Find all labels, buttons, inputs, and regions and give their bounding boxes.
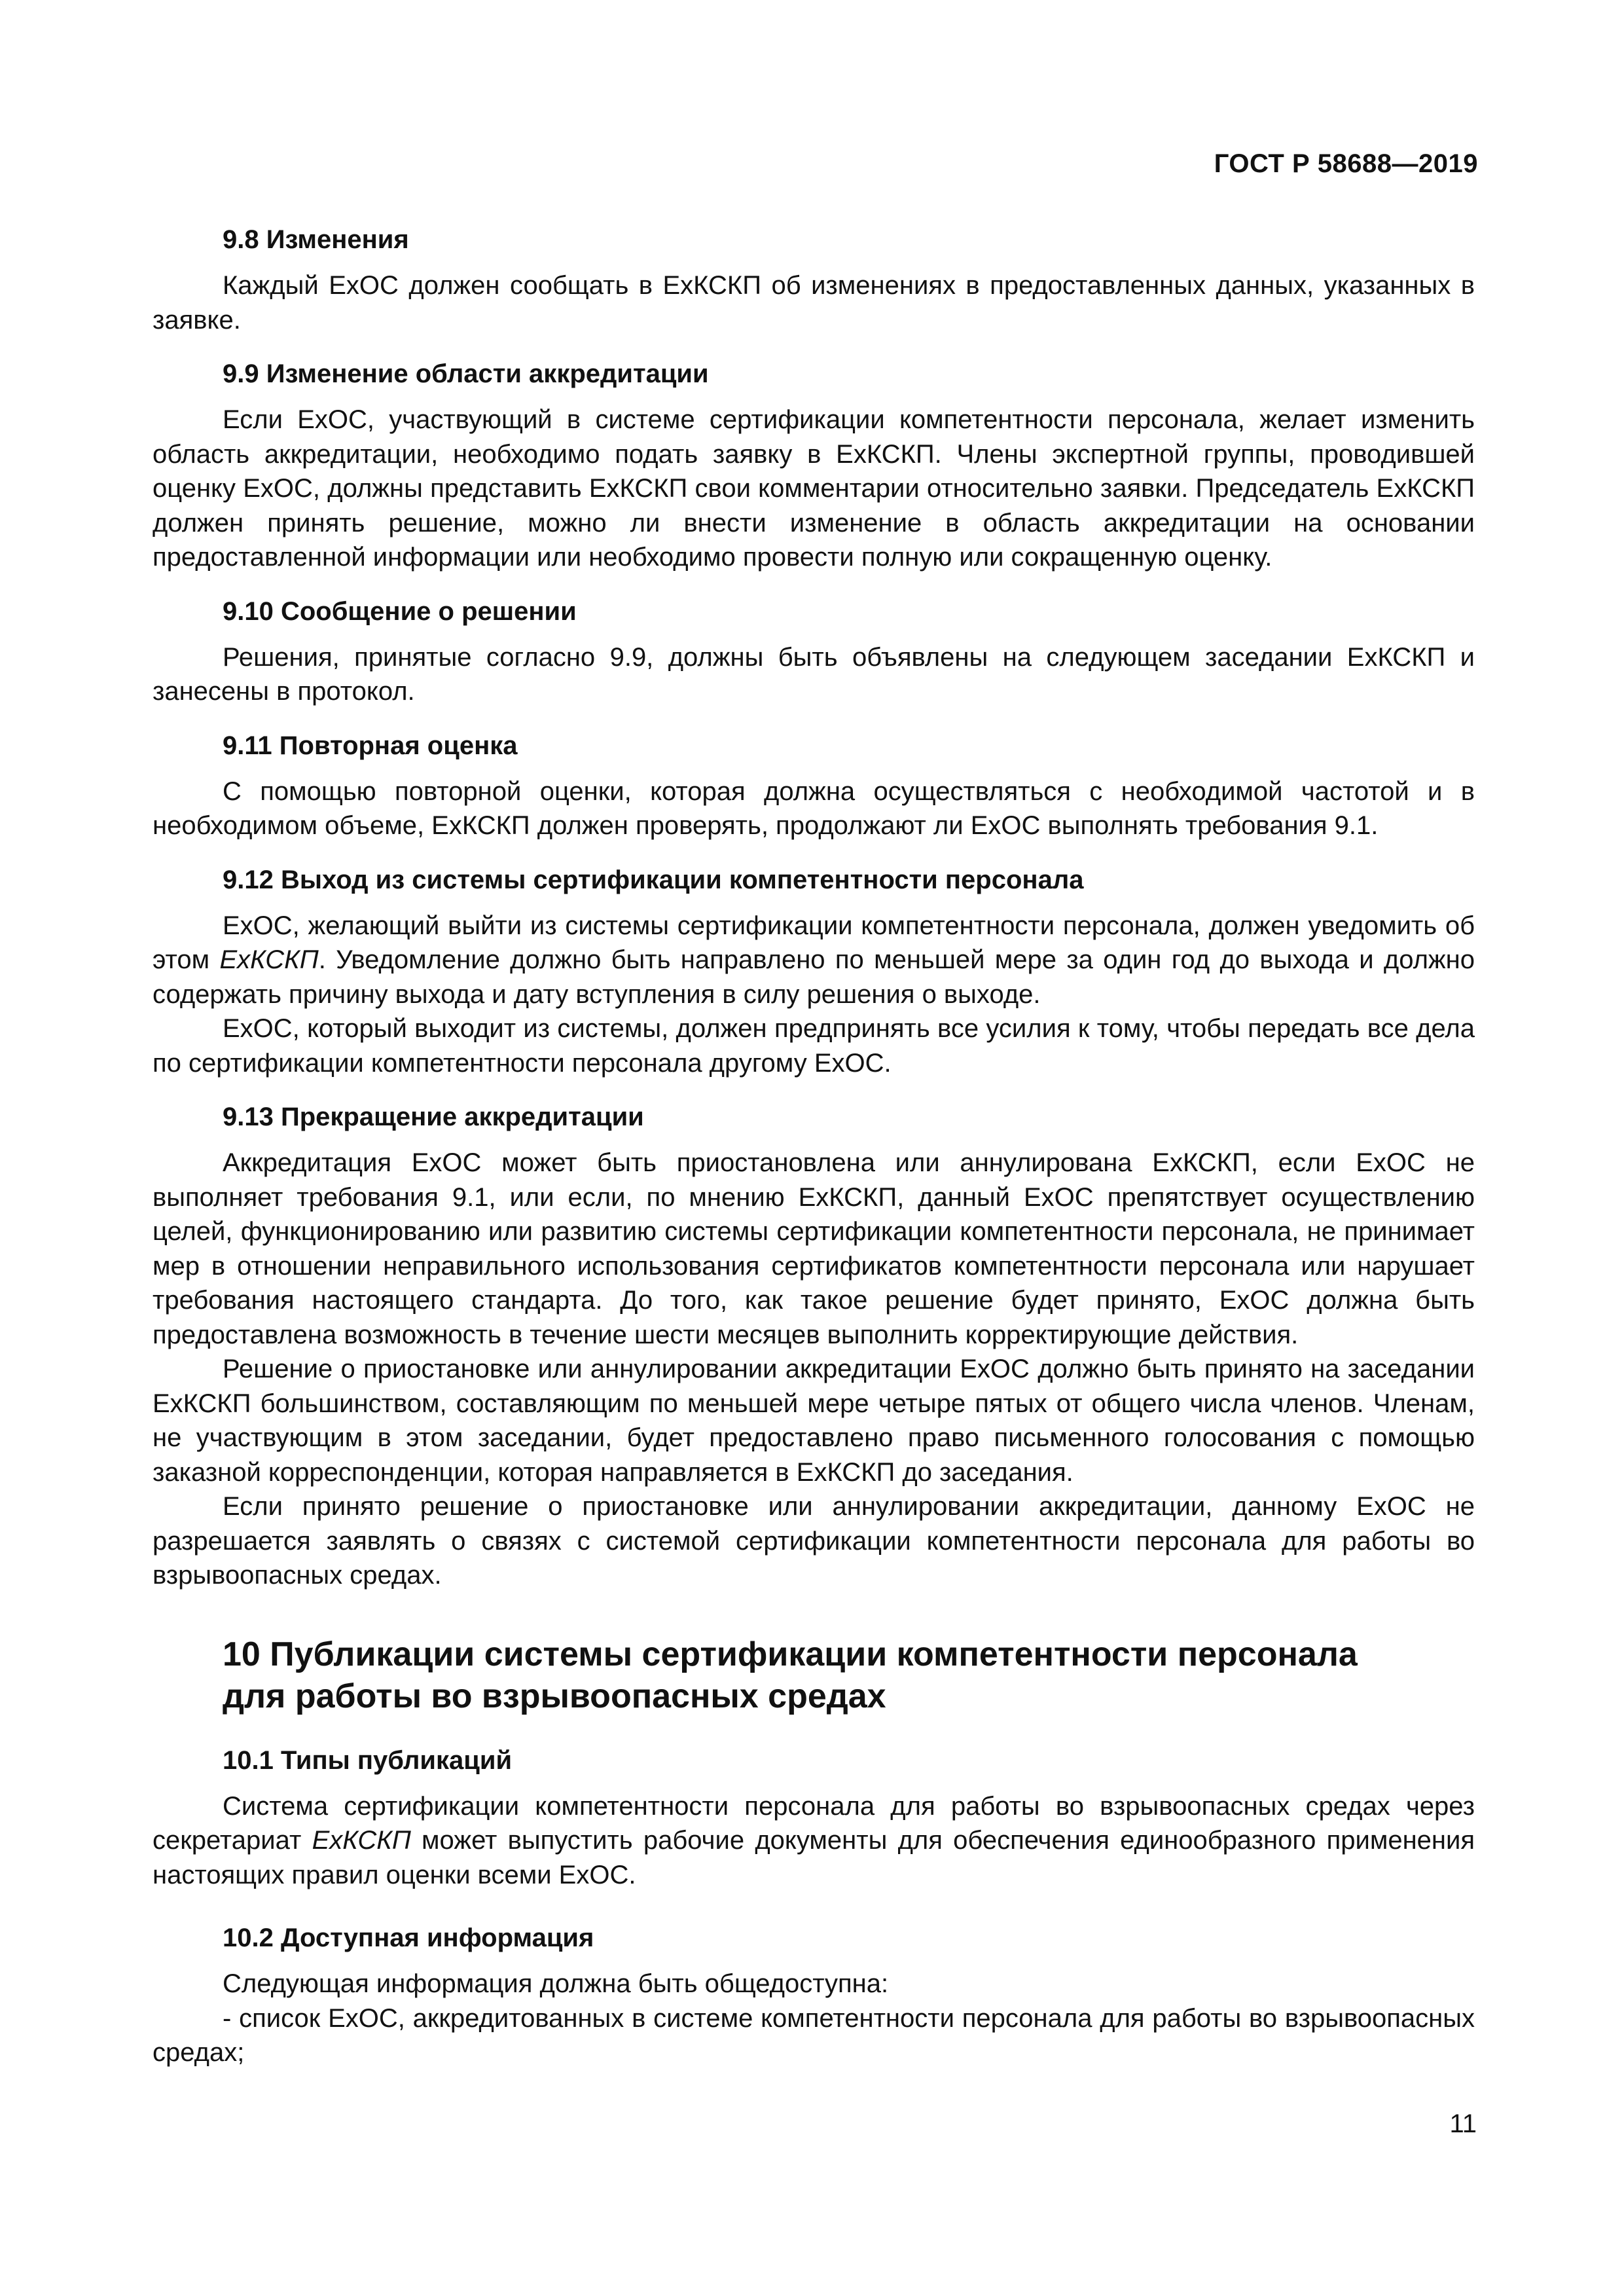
paragraph-10-2-1: Следующая информация должна быть общедоступна:: [223, 1969, 889, 1998]
heading-9-11: 9.11 Повторная оценка: [223, 731, 518, 760]
heading-9-8: 9.8 Изменения: [223, 225, 409, 254]
heading-9-13: 9.13 Прекращение аккредитации: [223, 1102, 644, 1131]
paragraph-9-13-2: Решение о приостановке или аннулировании аккредитации ExOC должно быть принято на заседании ExКСКП большинством, составляющим по меньшей мере четыре пятых от общего числа членов. Членам, не участвующим в этом заседании, будет предоставлено право письменного голосования с помощью заказной корреспонденции, которая направляется в ExКСКП до заседания.: [153, 1355, 1475, 1487]
paragraph-9-13-3: Если принято решение о приостановке или аннулировании аккредитации, данному ExOC не разрешается заявлять о связях с системой сертификации компетентности персонала для работы во взрывоопасных средах.: [153, 1492, 1475, 1590]
paragraph-9-11: С помощью повторной оценки, которая должна осуществляться с необходимой частотой и в необходимом объеме, ExКСКП должен проверять, продолжают ли ExOC выполнять требования 9.1.: [153, 776, 1475, 840]
heading-9-12: 9.12 Выход из системы сертификации компетентности персонала: [223, 865, 1084, 894]
heading-10-1: 10.1 Типы публикаций: [223, 1745, 513, 1775]
paragraph-9-9: Если ExOC, участвующий в системе сертификации компетентности персонала, желает изменить область аккредитации, необходимо подать заявку в ExКСКП. Члены экспертной группы, проводившей оценку ExOC, должны представить ExКСКП свои комментарии относительно заявки. Председатель ExКСКП должен принять решение, можно ли внести изменение в область аккредитации на основании предоставленной информации или необходимо провести полную или сокращенную оценку.: [153, 405, 1475, 572]
paragraph-9-8: Каждый ExOC должен сообщать в ExКСКП об изменениях в предоставленных данных, указанных в заявке.: [153, 271, 1475, 335]
paragraph-10-2-2: - список ExOC, аккредитованных в системе компетентности персонала для работы во взрывоопасных средах;: [153, 2003, 1475, 2067]
paragraph-9-10: Решения, принятые согласно 9.9, должны быть объявлены на следующем заседании ExКСКП и занесены в протокол.: [153, 642, 1475, 706]
document-body: [153, 223, 1475, 2070]
paragraph-9-13-1: Аккредитация ExOC может быть приостановлена или аннулирована ExКСКП, если ExOC не выполняет требования 9.1, или если, по мнению ExКСКП, данный ExOC препятствует осуществлению целей, функционированию или развитию системы сертификации компетентности персонала, не принимает мер в отношении неправильного использования сертификатов компетентности персонала или нарушает требования настоящего стандарта. До того, как такое решение будет принято, ExOC должна быть предоставлена возможность в течение шести месяцев выполнить корректирующие действия.: [153, 1148, 1475, 1349]
paragraph-10-1-part-a: Система сертификации компетентности персонала для работы во взрывоопасных средах через секретариат: [153, 1791, 1475, 1855]
heading-10-2: 10.2 Доступная информация: [223, 1923, 594, 1952]
standard-code: ГОСТ Р 58688—2019: [1214, 149, 1478, 178]
paragraph-9-12-1-emphasis: ExКСКП: [219, 945, 319, 974]
heading-10-line-2: для работы во взрывоопасных средах: [223, 1677, 886, 1715]
page-number: 11: [1449, 2109, 1477, 2138]
heading-9-9: 9.9 Изменение области аккредитации: [223, 359, 709, 388]
paragraph-9-12-2: ExOC, который выходит из системы, должен предпринять все усилия к тому, чтобы передать все дела по сертификации компетентности персонала другому ExOC.: [153, 1014, 1475, 1078]
paragraph-9-12-1: [153, 909, 1475, 1012]
heading-9-10: 9.10 Сообщение о решении: [223, 596, 577, 626]
paragraph-10-1-emphasis: ExКСКП: [312, 1826, 411, 1855]
paragraph-10-1: [153, 1789, 1475, 1893]
paragraph-10-1-part-b: может выпустить рабочие документы для обеспечения единообразного применения настоящих правил оценки всеми ExOC.: [153, 1826, 1475, 1889]
paragraph-9-12-1-part-a: ExOC, желающий выйти из системы сертификации компетентности персонала, должен уведомить об этом: [153, 911, 1475, 974]
heading-10: [153, 1633, 1475, 1717]
paragraph-9-12-1-part-b: . Уведомление должно быть направлено по меньшей мере за один год до выхода и должно содержать причину выхода и дату вступления в силу решения о выходе.: [153, 945, 1475, 1009]
heading-10-line-1: 10 Публикации системы сертификации компетентности персонала: [223, 1635, 1358, 1673]
